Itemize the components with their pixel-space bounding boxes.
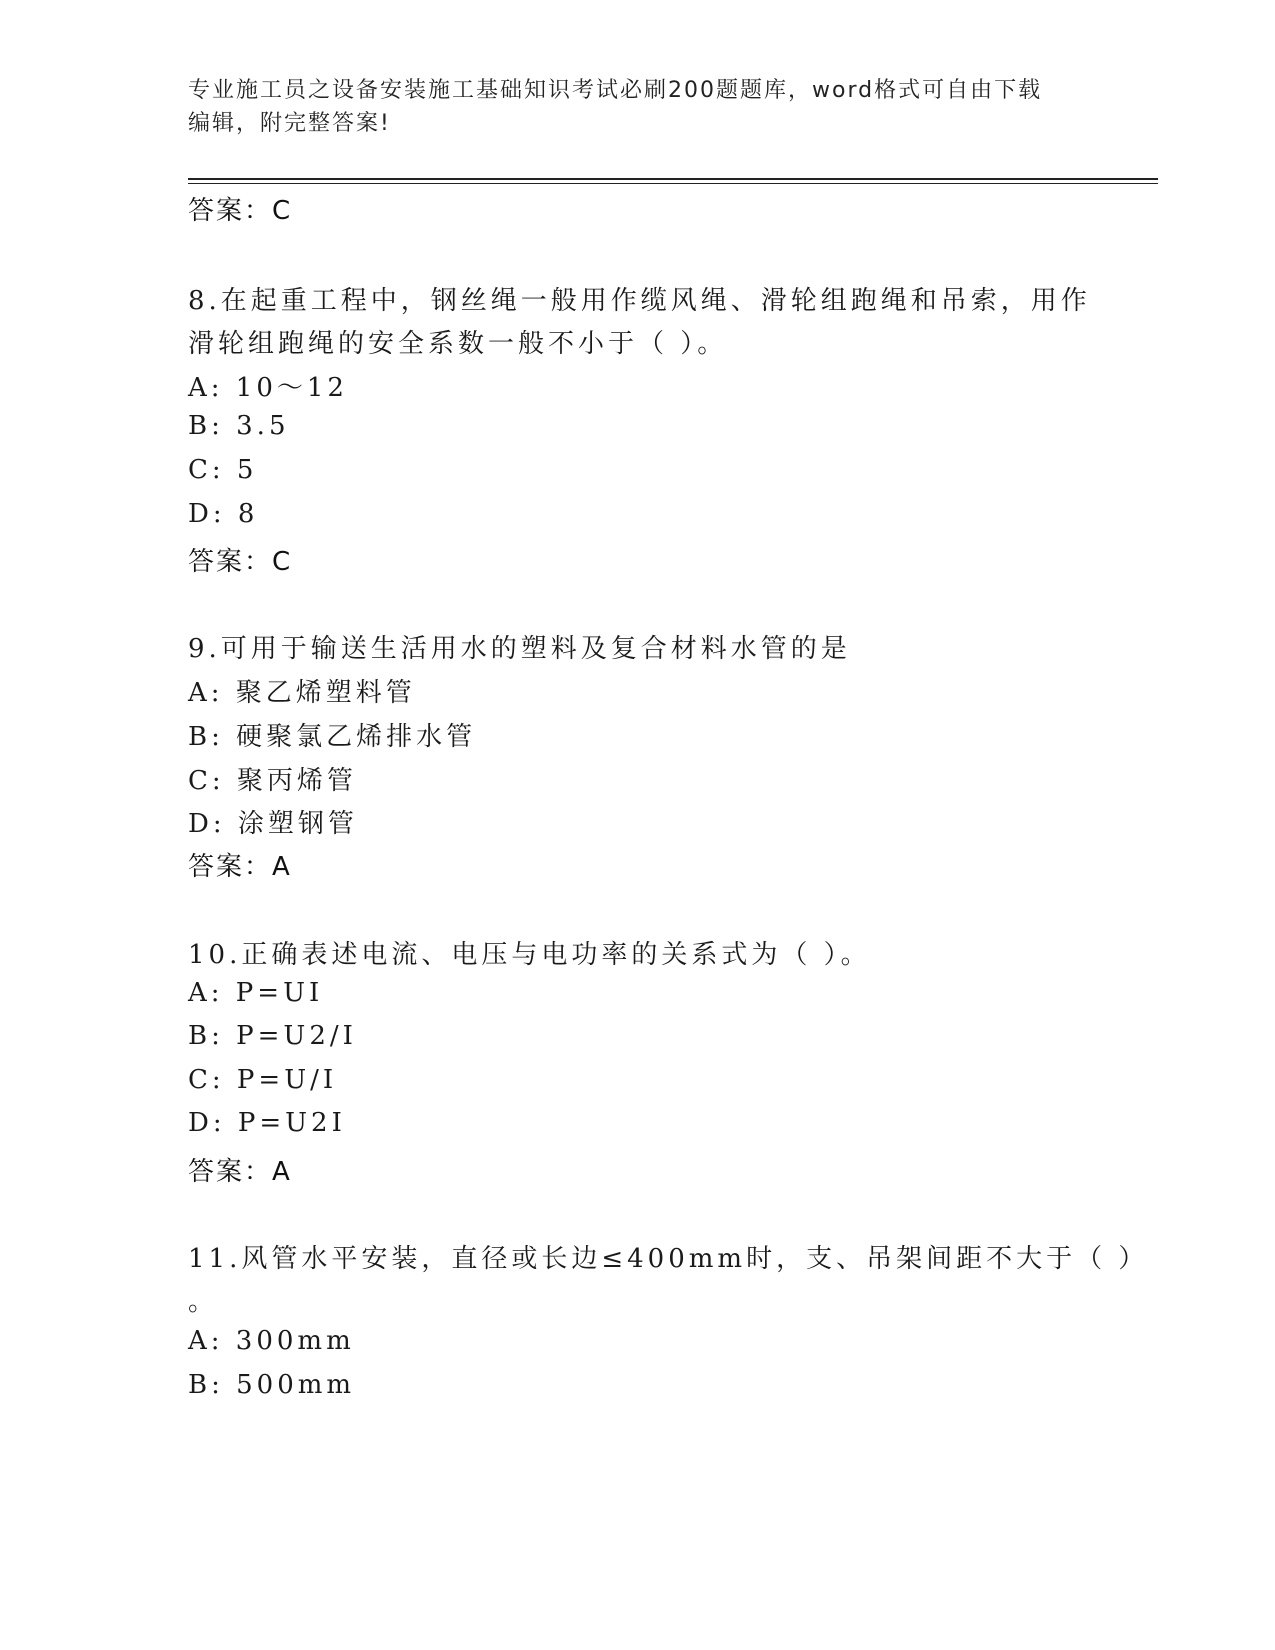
question-10-answer: 答案：A (188, 1157, 292, 1187)
question-11-stem-1: 11.风管水平安装，直径或长边≤400mm时，支、吊架间距不大于（ ） (188, 1244, 1149, 1274)
header-divider (188, 178, 1158, 180)
question-9-option-b: B: 硬聚氯乙烯排水管 (188, 722, 477, 752)
question-9-answer: 答案：A (188, 852, 292, 882)
header-divider-thin (188, 183, 1158, 184)
question-10-option-d: D: P=U2I (188, 1108, 346, 1138)
question-9-stem-1: 9.可用于输送生活用水的塑料及复合材料水管的是 (188, 634, 851, 664)
question-10-stem-1: 10.正确表述电流、电压与电功率的关系式为（ ）。 (188, 940, 871, 970)
question-8-stem-1: 8.在起重工程中，钢丝绳一般用作缆风绳、滑轮组跑绳和吊索，用作 (188, 286, 1091, 316)
question-8-option-a: A: 10～12 (188, 373, 348, 403)
question-11-option-a: A: 300mm (188, 1326, 355, 1356)
question-8-answer: 答案：C (188, 547, 293, 577)
question-8-option-b: B: 3.5 (188, 411, 290, 441)
question-8-option-c: C: 5 (188, 455, 258, 485)
question-9-option-d: D: 涂塑钢管 (188, 809, 358, 839)
question-8-stem-2: 滑轮组跑绳的安全系数一般不小于（ ）。 (188, 329, 728, 359)
question-9-option-c: C: 聚丙烯管 (188, 766, 357, 796)
question-10-option-c: C: P=U/I (188, 1065, 338, 1095)
header-line-1: 专业施工员之设备安装施工基础知识考试必刷200题题库，word格式可自由下载 (188, 78, 1043, 103)
question-10-option-a: A: P=UI (188, 978, 324, 1008)
header-line-2: 编辑，附完整答案! (188, 111, 391, 136)
question-11-option-b: B: 500mm (188, 1370, 356, 1400)
question-8-option-d: D: 8 (188, 499, 259, 529)
document-header (188, 74, 1068, 140)
answer-prev: 答案：C (188, 196, 293, 226)
question-9-option-a: A: 聚乙烯塑料管 (188, 678, 416, 708)
question-11-stem-2: 。 (188, 1287, 219, 1317)
question-10-option-b: B: P=U2/I (188, 1021, 357, 1051)
